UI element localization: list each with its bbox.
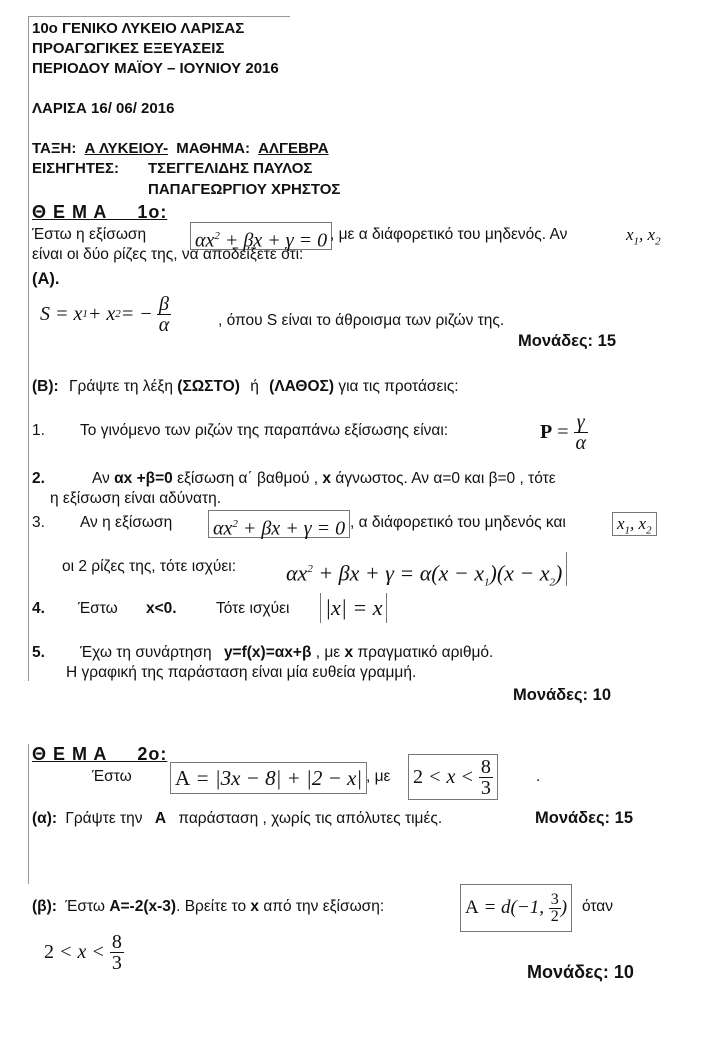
theme1-title: Θ Ε Μ Α 1ο: bbox=[32, 202, 168, 222]
item2-x: x bbox=[322, 470, 332, 487]
distance-equation-box: A = d(−1, $\frac{3}{2}$ ) bbox=[460, 884, 572, 932]
item2-c: άγνωστος. Αν α=0 και β=0 , τότε bbox=[335, 470, 556, 487]
item3-roots-box: $x_1$, $x_2$ bbox=[612, 512, 657, 536]
theme2-marks-a: Μονάδες: 15 bbox=[535, 809, 633, 827]
subject-value: ΑΛΓΕΒΡΑ bbox=[258, 140, 329, 157]
theme1-intro-a: Έστω η εξίσωση bbox=[32, 226, 147, 243]
item5-line1 bbox=[80, 644, 493, 662]
partA-text: , όπου S είναι το άθροισμα των ριζών της. bbox=[218, 312, 505, 329]
item5-c: πραγματικό αριθμό. bbox=[357, 644, 494, 661]
partB-a: Γράψτε τη λέξη bbox=[69, 378, 173, 395]
exam-period: ΠΕΡΙΟΔΟΥ ΜΑΪΟΥ – ΙΟΥΝΙΟΥ 2016 bbox=[32, 60, 279, 77]
item5-num: 5. bbox=[32, 644, 45, 661]
item3-equation-box: $\alpha x^2 + \beta x + \gamma = 0$ bbox=[208, 510, 350, 538]
theme1-intro-c: είναι οι δύο ρίζες της, να αποδείξετε ότι: bbox=[32, 246, 304, 263]
item4-b: Τότε ισχύει bbox=[216, 600, 290, 617]
class-value: Α ΛΥΚΕΙΟΥ- bbox=[84, 140, 169, 157]
range-box: 2 < x < $\frac{8}{3}$ bbox=[408, 754, 498, 800]
item1-text: Το γινόμενο των ριζών της παραπάνω εξίσωσης είναι: bbox=[80, 422, 449, 439]
item3-line2: οι 2 ρίζες της, τότε ισχύει: bbox=[62, 558, 237, 575]
product-of-roots-formula: P = $\frac{\gamma}{\alpha}$ bbox=[540, 410, 586, 454]
theme2-a-text-1: Γράψτε την bbox=[65, 810, 143, 827]
range-formula-2: 2 < x < $\frac{8}{3}$ bbox=[44, 930, 122, 974]
school-name: 10ο ΓΕΝΙΚΟ ΛΥΚΕΙΟ ΛΑΡΙΣΑΣ bbox=[32, 20, 245, 37]
theme1-marks-a: Μονάδες: 15 bbox=[518, 332, 616, 350]
theme2-b-label: (β): bbox=[32, 898, 57, 915]
partB-b: για τις προτάσεις: bbox=[338, 378, 459, 395]
theme2-a-text-2: παράσταση , χωρίς τις απόλυτες τιμές. bbox=[178, 810, 443, 827]
item2-line1 bbox=[92, 470, 556, 488]
left-rule bbox=[28, 16, 29, 681]
theme2-b-when: όταν bbox=[582, 898, 614, 915]
item2-num: 2. bbox=[32, 470, 45, 487]
item5-x: x bbox=[344, 644, 354, 661]
item5-a: Έχω τη συνάρτηση bbox=[80, 644, 212, 661]
item5-b: , με bbox=[315, 644, 341, 661]
theme2-intro: Έστω bbox=[92, 768, 132, 785]
partB-or: ή bbox=[250, 378, 259, 395]
class-subject-line bbox=[32, 140, 329, 157]
theme2-a-A: Α bbox=[154, 810, 167, 827]
item4-cond: x<0. bbox=[146, 600, 177, 617]
teacher-2: ΠΑΠΑΓΕΩΡΓΙΟΥ ΧΡΗΣΤΟΣ bbox=[148, 181, 341, 198]
theme2-a-label: (α): bbox=[32, 810, 58, 827]
partA-label: (Α). bbox=[32, 270, 60, 288]
factorization-formula: $\alpha x^2 + \beta x + \gamma = \alpha(x - x_1)(x - x_2)$ bbox=[286, 552, 567, 586]
theme2-b-x: x bbox=[250, 898, 260, 915]
item5-line2: Η γραφική της παράσταση είναι μία ευθεία γραμμή. bbox=[66, 664, 417, 681]
left-rule-2 bbox=[28, 744, 29, 884]
theme2-b-text-1: Έστω bbox=[65, 898, 105, 915]
theme2-b-eq: Α=-2(x-3) bbox=[109, 898, 177, 915]
theme2-marks-b: Μονάδες: 10 bbox=[527, 962, 634, 982]
expression-A-box: A = |3x − 8| + |2 − x| bbox=[170, 762, 367, 794]
item4-a: Έστω bbox=[78, 600, 118, 617]
item2-eq: αx +β=0 bbox=[114, 470, 173, 487]
theme1-intro-b: , με α διάφορετικό του μηδενός. Αν bbox=[330, 226, 568, 243]
theme2-title: Θ Ε Μ Α 2ο: bbox=[32, 744, 168, 764]
class-label: ΤΑΞΗ: bbox=[32, 140, 77, 157]
theme1-intro bbox=[32, 226, 146, 244]
sum-of-roots-formula: S = x 1 + x 2 = − $\frac{\beta}{\alpha}$ bbox=[40, 292, 170, 336]
teachers-label: ΕΙΣΗΓΗΤΕΣ: bbox=[32, 160, 120, 177]
item3-num: 3. bbox=[32, 514, 45, 531]
item2-line2: η εξίσωση είναι αδύνατη. bbox=[50, 490, 222, 507]
theme2-b-text-2: . Βρείτε το bbox=[176, 898, 247, 915]
theme2-a-line bbox=[32, 810, 442, 828]
item2-b: εξίσωση α΄ βαθμού , bbox=[177, 470, 319, 487]
quadratic-equation-box: $\alpha x^2 + \beta x + \gamma = 0$ bbox=[190, 222, 332, 250]
partB-label: (Β): bbox=[32, 378, 59, 395]
abs-value-formula: |x| = x bbox=[320, 593, 387, 623]
exams-title: ΠΡΟΑΓΩΓΙΚΕΣ ΕΞΕΥΑΣΕΙΣ bbox=[32, 40, 225, 57]
item3-a: Αν η εξίσωση bbox=[80, 514, 173, 531]
theme2-with: , με bbox=[366, 768, 391, 785]
theme2-b-text-3: από την εξίσωση: bbox=[263, 898, 385, 915]
subject-label: ΜΑΘΗΜΑ: bbox=[176, 140, 250, 157]
theme1-marks-b: Μονάδες: 10 bbox=[513, 686, 611, 704]
teacher-1: ΤΣΕΓΓΕΛΙΔΗΣ ΠΑΥΛΟΣ bbox=[148, 160, 313, 177]
range-period: . bbox=[536, 768, 541, 785]
item4-num: 4. bbox=[32, 600, 45, 617]
roots-x1-x2: $x_1$, $x_2$ bbox=[626, 225, 661, 248]
item1-num: 1. bbox=[32, 422, 45, 439]
theme2-b-line bbox=[32, 898, 384, 916]
partB-intro bbox=[32, 378, 459, 396]
top-rule bbox=[28, 16, 290, 17]
partB-sosto: (ΣΩΣΤΟ) bbox=[177, 378, 240, 395]
item3-b: , α διάφορετικό του μηδενός και bbox=[350, 514, 566, 531]
exam-date: ΛΑΡΙΣΑ 16/ 06/ 2016 bbox=[32, 100, 175, 117]
item2-a: Αν bbox=[92, 470, 110, 487]
item5-func: y=f(x)=αx+β bbox=[223, 644, 312, 661]
partB-lathos: (ΛΑΘΟΣ) bbox=[269, 378, 335, 395]
